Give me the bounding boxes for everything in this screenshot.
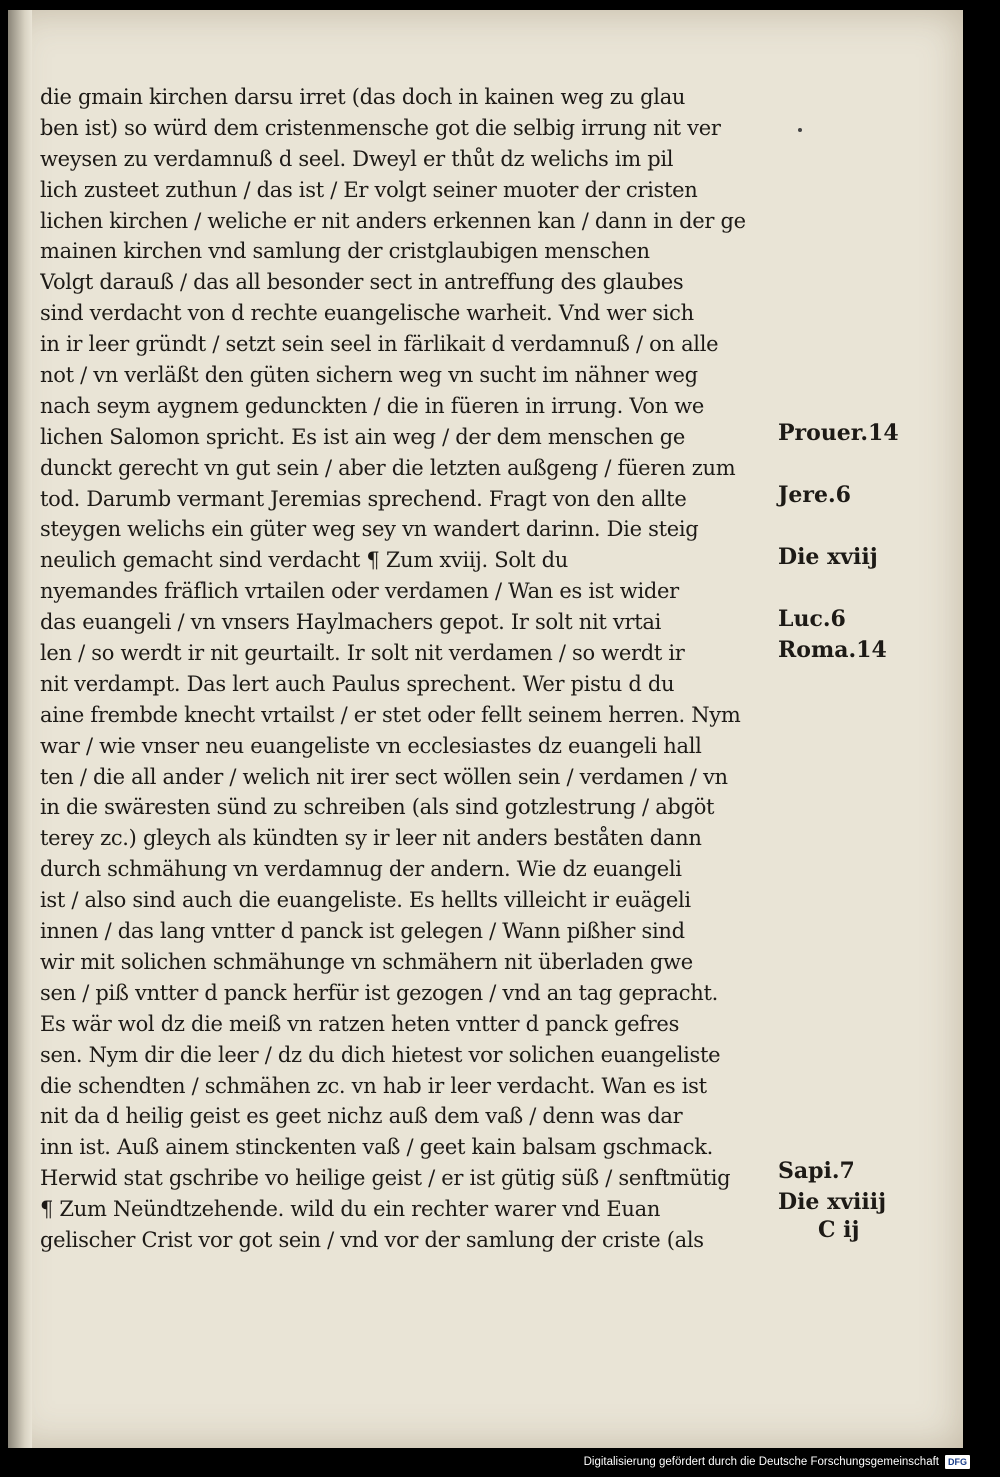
text-line: nach seym aygnem gedunckten / die in füeren in irrung. Von we <box>40 393 705 418</box>
text-line: not / vn verläßt den güten sichern weg vn sucht im nähner weg <box>40 363 698 388</box>
text-line: in ir leer gründt / setzt sein seel in färlikait d verdamnuß / on alle <box>40 332 719 357</box>
marginal-note-chapter-18: Die xviij <box>778 544 878 570</box>
text-line: sen. Nym dir die leer / dz du dich hietest vor solichen euangeliste <box>40 1042 721 1067</box>
text-line: wir mit solichen schmähunge vn schmähern nit überladen gwe <box>40 949 693 974</box>
text-line: lichen Salomon spricht. Es ist ain weg / der dem menschen ge <box>40 424 685 449</box>
marginal-note-proverbs: Prouer.14 <box>778 420 899 446</box>
text-line: gelischer Crist vor got sein / vnd vor der samlung der criste (als <box>40 1227 704 1252</box>
text-line: aine frembde knecht vrtailst / er stet oder fellt seinem herren. Nym <box>40 702 741 727</box>
footer-text: Digitalisierung gefördert durch die Deutsche Forschungsgemeinschaft <box>583 1456 939 1468</box>
text-line: terey zc.) gleych als kündten sy ir leer nit anders beståten dann <box>40 826 702 851</box>
book-page <box>8 10 963 1448</box>
text-line: dunckt gerecht vn gut sein / aber die letzten außgeng / füeren zum <box>40 455 736 480</box>
text-line: innen / das lang vntter d panck ist gelegen / Wann pißher sind <box>40 919 685 944</box>
text-line: inn ist. Auß ainem stinckenten vaß / geet kain balsam gschmack. <box>40 1135 714 1160</box>
ink-speck <box>798 128 802 132</box>
text-line: ben ist) so würd dem cristenmensche got die selbig irrung nit ver <box>40 115 721 140</box>
text-line: sen / piß vntter d panck herfür ist gezogen / vnd an tag gepracht. <box>40 980 718 1005</box>
text-line: len / so werdt ir nit geurtailt. Ir solt nit verdamen / so werdt ir <box>40 641 685 666</box>
text-line: Herwid stat gschribe vo heilige geist / er ist gütig süß / senftmütig <box>40 1166 731 1191</box>
marginal-note-luke: Luc.6 <box>778 606 846 632</box>
marginal-note-wisdom: Sapi.7 <box>778 1158 855 1184</box>
text-line: neulich gemacht sind verdacht ¶ Zum xviij. Solt du <box>40 548 568 573</box>
dfg-logo-icon: DFG <box>945 1455 970 1469</box>
text-line: war / wie vnser neu euangeliste vn ecclesiastes dz euangeli hall <box>40 733 702 758</box>
text-line: die schendten / schmähen zc. vn hab ir leer verdacht. Wan es ist <box>40 1073 707 1098</box>
text-line: ist / also sind auch die euangeliste. Es hellts villeicht ir euägeli <box>40 888 691 913</box>
text-line: durch schmähung vn verdamnug der andern. Wie dz euangeli <box>40 857 682 882</box>
text-line: weysen zu verdamnuß d seel. Dweyl er thůt dz welichs im pil <box>40 146 674 171</box>
text-line: das euangeli / vn vnsers Haylmachers gepot. Ir solt nit vrtai <box>40 610 661 635</box>
footer-credit <box>584 1453 970 1471</box>
marginal-note-jeremiah: Jere.6 <box>778 482 851 508</box>
text-line: Volgt darauß / das all besonder sect in antreffung des glaubes <box>40 270 684 295</box>
text-line: ten / die all ander / welich nit irer sect wöllen sein / verdamen / vn <box>40 764 728 789</box>
signature-mark: C ij <box>818 1217 860 1243</box>
text-line: tod. Darumb vermant Jeremias sprechend. Fragt von den allte <box>40 486 687 511</box>
text-line: lich zusteet zuthun / das ist / Er volgt seiner muoter der cristen <box>40 177 698 202</box>
marginal-note-chapter-19: Die xviiij <box>778 1189 887 1215</box>
text-line: nyemandes fräflich vrtailen oder verdamen / Wan es ist wider <box>40 579 679 604</box>
main-text-block <box>40 82 782 1256</box>
text-line: nit verdampt. Das lert auch Paulus sprechent. Wer pistu d du <box>40 671 675 696</box>
text-line: lichen kirchen / weliche er nit anders erkennen kan / dann in der ge <box>40 208 746 233</box>
marginal-note-romans: Roma.14 <box>778 637 887 663</box>
text-line: steygen welichs ein güter weg sey vn wandert darinn. Die steig <box>40 517 699 542</box>
text-line: ¶ Zum Neündtzehende. wild du ein rechter warer vnd Euan <box>40 1197 661 1222</box>
text-line: die gmain kirchen darsu irret (das doch in kainen weg zu glau <box>40 85 686 109</box>
text-line: in die swäresten sünd zu schreiben (als sind gotzlestrung / abgöt <box>40 795 715 820</box>
text-line: Es wär wol dz die meiß vn ratzen heten vntter d panck gefres <box>40 1011 680 1036</box>
text-line: sind verdacht von d rechte euangelische warheit. Vnd wer sich <box>40 301 694 326</box>
text-line: nit da d heilig geist es geet nichz auß dem vaß / denn was dar <box>40 1104 683 1129</box>
text-line: mainen kirchen vnd samlung der cristglaubigen menschen <box>40 239 650 264</box>
